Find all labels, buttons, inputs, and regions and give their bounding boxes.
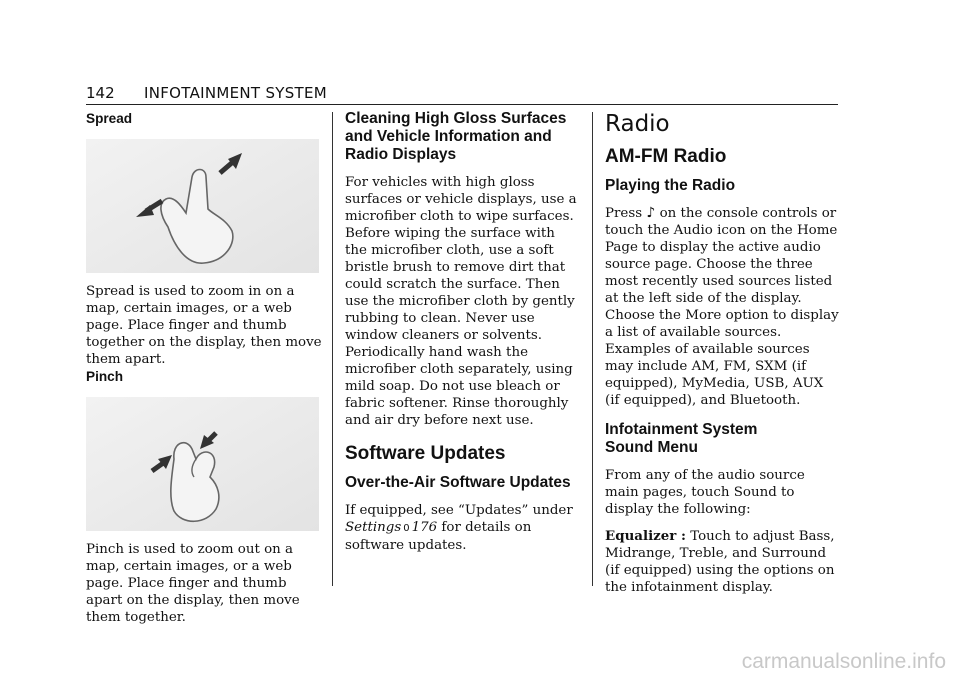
sound-menu-heading	[605, 421, 841, 457]
am-fm-heading: AM-FM Radio	[605, 146, 727, 167]
sound-heading-line2: Sound Menu	[605, 439, 698, 456]
column-cleaning-software	[345, 110, 581, 554]
music-note-icon: ♪	[646, 205, 656, 221]
playing-radio-body: on the console controls or touch the Audio icon on the Home Page to display the active audio source page. Choose the three most recently used sources listed at the left side of the display. Choose the More option to display a list of available sources. Examples of available sources may include AM, FM, SXM (if equipped), MyMedia, USB, AUX (if equipped), and Bluetooth.	[605, 206, 839, 408]
radio-heading: Radio	[605, 111, 670, 137]
spread-description: Spread is used to zoom in on a map, certain images, or a web page. Place finger and thumb together on the display, then move them apart.	[86, 284, 322, 367]
watermark: carmanualsonline.info	[741, 650, 946, 673]
page-ref-number[interactable]: 176	[411, 520, 438, 535]
pinch-gesture-illustration	[86, 397, 319, 531]
section-title: INFOTAINMENT SYSTEM	[144, 84, 328, 102]
pinch-description: Pinch is used to zoom out on a map, certain images, or a web page. Place finger and thumb apart on the display, then move them together.	[86, 542, 300, 625]
column-radio	[605, 110, 841, 596]
ota-text-lead: If equipped, see “Updates” under	[345, 503, 573, 518]
ota-heading: Over-the-Air Software Updates	[345, 474, 571, 491]
playing-radio-text	[605, 205, 841, 409]
equalizer-text	[605, 528, 841, 596]
pinch-hand-icon	[86, 397, 319, 531]
ota-text	[345, 502, 581, 554]
settings-link[interactable]: Settings	[345, 520, 402, 535]
sound-menu-text: From any of the audio source main pages, touch Sound to display the following:	[605, 468, 805, 517]
cleaning-text: For vehicles with high gloss surfaces or vehicle displays, use a microfiber cloth to wipe surfaces. Before wiping the surface with the microfiber cloth, use a soft bristle brush to remove dirt that could scratch the surface. Then use the microfiber cloth by gently rubbing to clean. Never use window cleaners or solvents. Periodically hand wash the microfiber cloth separately, using mild soap. Do not use bleach or fabric softener. Rinse thoroughly and air dry before next use.	[345, 175, 577, 428]
column-gestures	[86, 110, 322, 626]
software-updates-heading: Software Updates	[345, 443, 506, 464]
spread-hand-icon	[86, 139, 319, 273]
column-divider	[332, 112, 333, 586]
page-number: 142	[86, 84, 115, 102]
ota-text-tail: for details on software updates.	[345, 520, 532, 553]
equalizer-label: Equalizer :	[605, 528, 686, 544]
pinch-heading: Pinch	[86, 369, 124, 384]
spread-heading: Spread	[86, 111, 133, 126]
column-divider	[592, 112, 593, 586]
playing-radio-heading: Playing the Radio	[605, 177, 736, 194]
spread-gesture-illustration	[86, 139, 319, 273]
sound-heading-line1: Infotainment System	[605, 421, 758, 438]
cleaning-heading: Cleaning High Gloss Surfaces and Vehicle Information and Radio Displays	[345, 110, 567, 163]
equalizer-body: Touch to adjust Bass, Midrange, Treble, and Surround (if equipped) using the options on the infotainment display.	[605, 529, 835, 595]
page-header	[86, 84, 838, 105]
press-word: Press	[605, 206, 643, 221]
page-ref-icon: 0	[403, 523, 410, 534]
